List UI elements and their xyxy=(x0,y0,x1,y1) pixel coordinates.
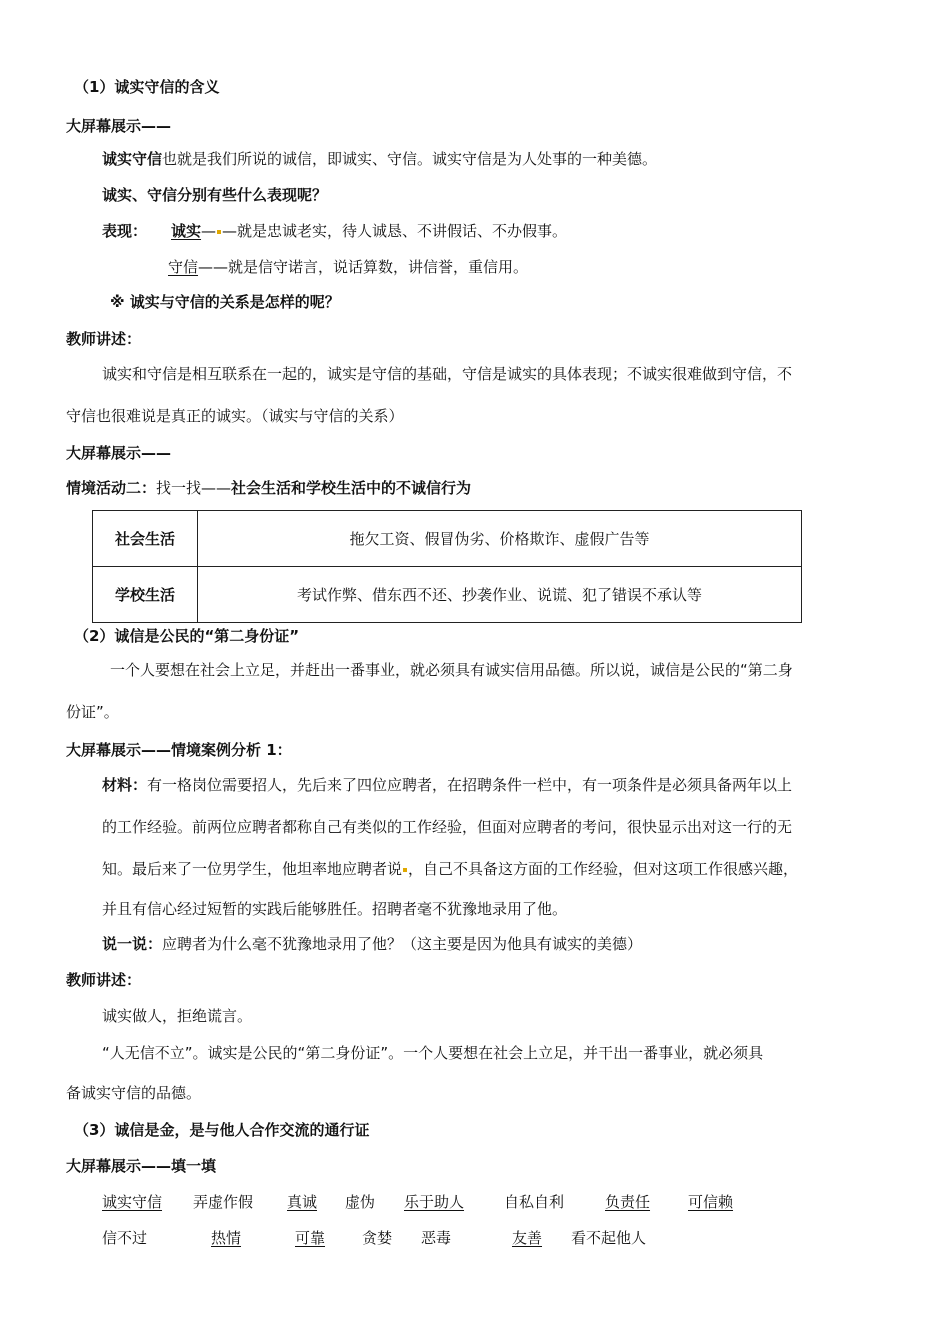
table-cell-value: 拖欠工资、假冒伪劣、价格欺诈、虚假广告等 xyxy=(198,511,802,567)
table-cell-key: 学校生活 xyxy=(93,567,198,623)
fill-word: 可靠 xyxy=(295,1229,326,1247)
definition-text: 也就是我们所说的诚信，即诚实、守信。诚实守信是为人处事的一种美德。 xyxy=(162,150,658,168)
fill-word: 热情 xyxy=(211,1229,242,1247)
fill-word: 诚实守信 xyxy=(102,1193,163,1211)
say-label: 说一说： xyxy=(102,935,163,953)
material-text-a: 知。最后来了一位男学生，他坦率地应聘者说 xyxy=(102,860,403,878)
table-cell-key: 社会生活 xyxy=(93,511,198,567)
fill-word: 贪婪 xyxy=(362,1229,393,1247)
highlight-mark xyxy=(403,868,407,872)
fill-word: 负责任 xyxy=(605,1193,651,1211)
material-line3 xyxy=(102,859,798,879)
table-row xyxy=(93,511,802,567)
fill-word: 恶毒 xyxy=(421,1229,452,1247)
teacher-label: 教师讲述： xyxy=(66,330,142,348)
relation-question: ※ 诚实与守信的关系是怎样的呢？ xyxy=(110,293,340,311)
teacher-text-3: 备诚实守信的品德。 xyxy=(66,1084,202,1102)
relation-paragraph-line2: 守信也很难说是真正的诚实。（诚实与守信的关系） xyxy=(66,407,404,425)
fill-word: 友善 xyxy=(512,1229,543,1247)
activity-label: 情境活动二： xyxy=(66,479,157,497)
material-line1 xyxy=(102,775,792,795)
fill-word: 乐于助人 xyxy=(404,1193,465,1211)
performance-label: 表现： xyxy=(102,222,148,240)
section-heading-2: （2）诚信是公民的“第二身份证” xyxy=(74,627,300,645)
case-title: 大屏幕展示——情境案例分析 1： xyxy=(66,741,292,759)
relation-paragraph-line1: 诚实和守信是相互联系在一起的，诚实是守信的基础，守信是诚实的具体表现；不诚实很难做到守信，不 xyxy=(102,365,793,383)
material-label: 材料： xyxy=(102,776,148,794)
fill-word: 真诚 xyxy=(287,1193,318,1211)
definition-term: 诚实守信 xyxy=(102,150,163,168)
dishonesty-table xyxy=(92,510,802,623)
screen-label-2: 大屏幕展示—— xyxy=(66,444,172,462)
section-heading-1: （1）诚实守信的含义 xyxy=(74,78,220,96)
honest-line xyxy=(102,221,567,241)
teacher-text-2: “人无信不立”。诚实是公民的“第二身份证”。一个人要想在社会上立足，并干出一番事业，就必须具 xyxy=(102,1044,764,1062)
say-line xyxy=(102,934,642,954)
honest-text: —就是忠诚老实，待人诚恳、不讲假话、不办假事。 xyxy=(222,222,568,240)
table-cell-value: 考试作弊、借东西不还、抄袭作业、说谎、犯了错误不承认等 xyxy=(198,567,802,623)
material-text-b: ，自己不具备这方面的工作经验，但对这项工作很感兴趣， xyxy=(408,860,799,878)
fill-word: 自私自利 xyxy=(504,1193,565,1211)
fill-word: 可信赖 xyxy=(688,1193,734,1211)
trust-text: ——就是信守诺言，说话算数，讲信誉，重信用。 xyxy=(198,258,529,276)
fill-title: 大屏幕展示——填一填 xyxy=(66,1157,217,1175)
id-paragraph-line2: 份证”。 xyxy=(66,703,119,721)
table-row xyxy=(93,567,802,623)
material-line2: 的工作经验。前两位应聘者都称自己有类似的工作经验，但面对应聘者的考问，很快显示出对这一行的无 xyxy=(102,818,793,836)
teacher-label-2: 教师讲述： xyxy=(66,971,142,989)
fill-word: 虚伪 xyxy=(345,1193,376,1211)
fill-word: 信不过 xyxy=(102,1229,148,1247)
highlight-mark xyxy=(217,230,221,234)
say-text: 应聘者为什么毫不犹豫地录用了他？（这主要是因为他具有诚实的美德） xyxy=(162,935,643,953)
screen-label: 大屏幕展示—— xyxy=(66,117,172,135)
definition-paragraph xyxy=(102,149,657,169)
activity-title xyxy=(66,478,471,498)
fill-word: 弄虚作假 xyxy=(193,1193,254,1211)
id-paragraph-line1: 一个人要想在社会上立足，并赶出一番事业，就必须具有诚实信用品德。所以说，诚信是公民的“第二身 xyxy=(110,661,793,679)
performance-question: 诚实、守信分别有些什么表现呢？ xyxy=(102,186,328,204)
material-text: 有一格岗位需要招人，先后来了四位应聘者，在招聘条件一栏中，有一项条件是必须具备两年以上 xyxy=(147,776,793,794)
material-line4: 并且有信心经过短暂的实践后能够胜任。招聘者毫不犹豫地录用了他。 xyxy=(102,900,568,918)
activity-topic: 社会生活和学校生活中的不诚信行为 xyxy=(231,479,472,497)
fill-word: 看不起他人 xyxy=(571,1229,647,1247)
section-heading-3: （3）诚信是金，是与他人合作交流的通行证 xyxy=(74,1121,370,1139)
honest-term: 诚实 xyxy=(171,222,202,240)
teacher-text-1: 诚实做人，拒绝谎言。 xyxy=(102,1007,253,1025)
trust-term: 守信 xyxy=(168,258,199,276)
activity-verb: 找一找—— xyxy=(156,479,232,497)
trust-line xyxy=(168,257,528,277)
honest-dash: — xyxy=(201,222,217,240)
